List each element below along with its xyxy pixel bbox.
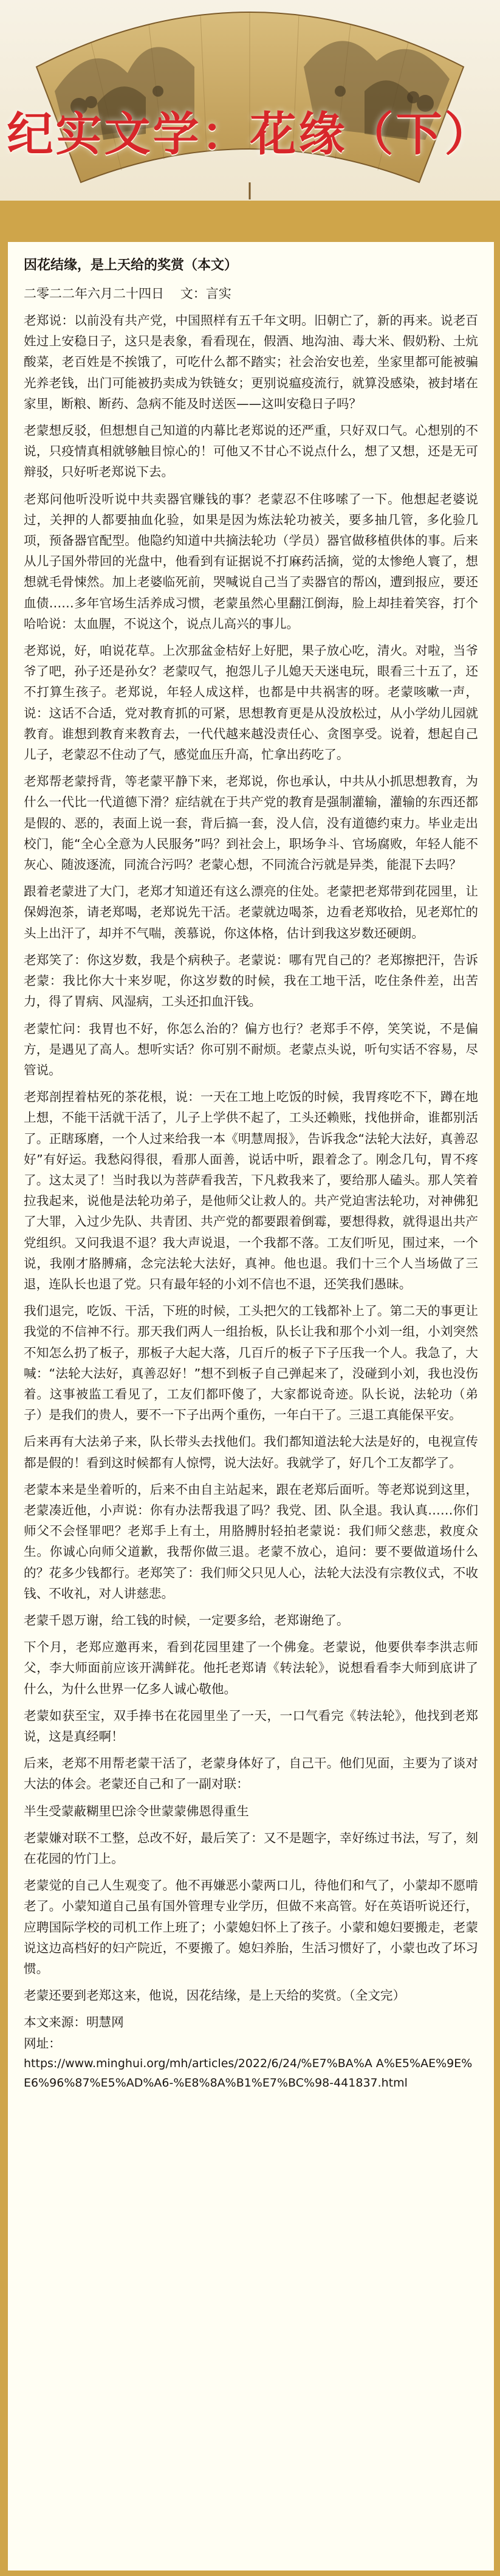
paragraph: 后来再有大法弟子来，队长带头去找他们。我们都知道法轮大法是好的，电视宣传都是假的！看到这时候都有人惊愕，说大法好。我就学了，好几个工友都学了。: [24, 1434, 478, 1470]
paragraph: 老郑说：以前没有共产党，中国照样有五千年文明。旧朝亡了，新的再来。说老百姓过上安稳日子，这只是表象，看看现在，假酒、地沟油、毒大米、假奶粉、土炕酸菜，老百姓是不挨饿了，可吃什么都不踏实；社会治安也差，坐家里都可能被骗光养老钱，出门可能被扔卖成为铁链女；更别说瘟疫流行，就算没感染，被封堵在家里，断粮、断药、急病不能及时送医——这叫安稳日子吗？: [24, 313, 478, 411]
paragraph: 老蒙本来是坐着听的，后来不由自主站起来，跟在老郑后面听。等老郑说到这里，老蒙凑近他，小声说：你有办法帮我退了吗？我党、团、队全退。我认真……你们师父不会怪罪吧？老郑手上有土，用胳膊肘轻拍老蒙说：我们师父慈悲，救度众生。你诚心向师父道歉，我帮你做三退。老蒙不放心，追问：要不要做道场什么的？花多少钱都行。老郑笑了：我们师父只见人心，法轮大法没有宗教仪式，不收钱、不收礼，对人讲慈悲。: [24, 1482, 478, 1601]
paragraph: 老蒙千恩万谢，给工钱的时候，一定要多给，老郑谢绝了。: [24, 1612, 349, 1628]
paragraph: 老蒙想反驳，但想想自己知道的内幕比老郑说的还严重，只好双口气。心想别的不说，只疫情真相就够触目惊心的！可他又不甘心不说点什么，想了又想，还是无可辩驳，只好听老郑说下去。: [24, 423, 478, 480]
article-date: 二零二二年六月二十四日: [24, 286, 164, 301]
couplet: 半生受蒙蔽糊里巴涂令世蒙蒙佛恩得重生: [24, 1803, 249, 1818]
article-dateline: [24, 283, 478, 304]
paragraph: 老蒙如获至宝，双手捧书在花园里坐了一天，一口气看完《转法轮》，他找到老郑说，这是真经啊！: [24, 1708, 478, 1744]
paragraph: 跟着老蒙进了大门，老郑才知道还有这么漂亮的住处。老蒙把老郑带到花园里，让保姆泡茶，请老郑喝，老郑说先干活。老蒙就边喝茶，边看老郑收拾，见老郑忙的头上出汗了，却并不气喘，羡慕说，你这体格，估计到我这岁数还硬朗。: [24, 884, 478, 941]
article-url-link[interactable]: https://www.minghui.org/mh/articles/2022/6/24/%E7%BA%A A%E5%AE%9E%E6%96%87%E5%AD%A6-%E8%8A%B1%E7%BC%98-441837.html: [24, 2056, 473, 2090]
paragraph: 老郑问他听没听说中共卖器官赚钱的事？老蒙忍不住哆嗦了一下。他想起老婆说过，关押的人都要抽血化验，如果是因为炼法轮功被关，要多抽几管，多化验几项，预备器官配型。他隐约知道中共摘法轮功（学员）器官做移植供体的事。后来从儿子国外带回的光盘中，他看到有证据说不打麻药活摘，觉的太惨绝人寰了，想想就毛骨悚然。加上老婆临死前，哭喊说自己当了卖器官的帮凶，遭到报应，要还血债……多年官场生活养成习惯，老蒙虽然心里翻江倒海，脸上却挂着笑容，打个哈哈说：太血腥，不说这个，说点儿高兴的事儿。: [24, 491, 478, 631]
paragraph: 我们退完，吃饭、干活，下班的时候，工头把欠的工钱都补上了。第二天的事更让我觉的不信神不行。那天我们两人一组抬板，队长让我和那个小刘一组，小刘突然不知怎么扔了板子，那板子大起大落，几百斤的板子下子压我一个人。我急了，大喊：“法轮大法好，真善忍好！”想不到板子自己弹起来了，没碰到小刘，我也没伤着。这事被监工看见了，工友们都吓傻了，大家都说奇迹。队长说，法轮功（弟子）是我们的贵人，要不一下子出两个重伤，一年白干了。三退工真能保平安。: [24, 1304, 478, 1423]
title-banner: [0, 0, 500, 201]
paragraph: 老蒙觉的自己人生观变了。他不再嫌恶小蒙两口儿，待他们和气了，小蒙却不愿啃老了。小蒙知道自己虽有国外管理专业学历，但做不来高管。好在英语听说还行，应聘国际学校的司机工作上班了；小蒙媳妇怀上了孩子。小蒙和媳妇要搬走，老蒙说这边高档好的妇产院近，不要搬了。媳妇养胎，生活习惯好了，小蒙也改了坏习惯。: [24, 1878, 478, 1977]
page-title: 纪实文学：花缘（下）: [7, 107, 493, 161]
paragraph: 后来，老郑不用帮老蒙干活了，老蒙身体好了，自己干。他们见面，主要为了谈对大法的体会。老蒙还自己和了一副对联：: [24, 1756, 478, 1792]
paragraph: 老郑帮老蒙捋背，等老蒙平静下来，老郑说，你也承认，中共从小抓思想教育，为什么一代比一代道德下滑？症结就在于共产党的教育是强制灌输，灌输的东西还都是假的、恶的，表面上说一套，背后搞一套，没人信，没有道德约束力。毕业走出校门，能“全心全意为人民服务”吗？到社会上，职场争斗、官场腐败，年轻人能不灰心、随波逐流，同流合污吗？老蒙心想，不同流合污就是异类，能混下去吗？: [24, 774, 478, 872]
article-source: 本文来源：明慧网: [24, 2015, 124, 2030]
article-heading: 因花结缘，是上天给的奖赏（本文）: [24, 258, 238, 273]
url-label: 网址：: [24, 2036, 61, 2051]
paragraph: 老蒙还要到老郑这来，他说，因花结缘，是上天给的奖赏。（全文完）: [24, 1988, 406, 2003]
paragraph: 老蒙嫌对联不工整，总改不好，最后笑了：又不是题字，幸好练过书法，写了，刻在花园的竹门上。: [24, 1830, 478, 1866]
paragraph: 老郑剖捏着枯死的茶花根，说：一天在工地上吃饭的时候，我胃疼吃不下，蹲在地上想，不能干活就干活了，儿子上学供不起了，工头还赖账，找他拼命，谁都别活了。正瞎琢磨，一个人过来给我一本《明慧周报》，告诉我念“法轮大法好，真善忍好”有好运。我愁闷得很，看那人面善，说话中听，跟着念了。刚念几句，胃不疼了。这太灵了！当时我以为菩萨看我苦，下凡救我来了，要给那人磕头。那人笑着拉我起来，说他是法轮功弟子，是他师父让救人的。共产党迫害法轮功，对神佛犯了大罪，入过少先队、共青团、共产党的都要跟着倒霉，要想得救，就得退出共产党组织。又问我退不退？我大声说退，一个我都不落。工友们听见，围过来，一个说，我刚才胳膊痛，念完法轮大法好，真神。他也退。我们十三个人当场做了三退，连队长也退了党。只有最年轻的小刘不信也不退，还笑我们愚昧。: [24, 1089, 478, 1291]
article-byline: 文：言实: [180, 286, 231, 301]
paragraph: 下个月，老郑应邀再来，看到花园里建了一个佛龛。老蒙说，他要供奉李洪志师父，李大师面前应该开满鲜花。他托老郑请《转法轮》，说想看看李大师到底讲了什么，为什么世界一亿多人诚心敬他。: [24, 1640, 478, 1696]
article-body: [8, 242, 494, 2571]
paragraph: 老郑笑了：你这岁数，我是个病秧子。老蒙说：哪有咒自己的？老郑擦把汗，告诉老蒙：我比你大十来岁呢，你这岁数的时候，我在工地干活，吃住条件差，出苦力，得了胃病、风湿病，工头还扣血汗钱。: [24, 952, 478, 1009]
paragraph: 老郑说，好，咱说花草。上次那盆金桔好上好肥，果子放心吃，清火。对啦，当爷爷了吧，孙子还是孙女？老蒙叹气，抱怨儿子儿媳天天迷电玩，眼看三十五了，还不打算生孩子。老郑说，年轻人成这样，也都是中共祸害的呀。老蒙咳嗽一声，说：这话不合适，党对教育抓的可紧，思想教育更是从没放松过，从小学幼儿园就教育。谁想到教育来教育去，一代代越来越没责任心、贪图享受。说着，想起自己儿子，老蒙忍不住动了气，感觉血压升高，忙拿出药吃了。: [24, 643, 478, 762]
paragraph: 老蒙忙问：我胃也不好，你怎么治的？偏方也行？老郑手不停，笑笑说，不是偏方，是遇见了高人。想听实话？你可别不耐烦。老蒙点头说，听句实话不容易，尽管说。: [24, 1021, 478, 1077]
